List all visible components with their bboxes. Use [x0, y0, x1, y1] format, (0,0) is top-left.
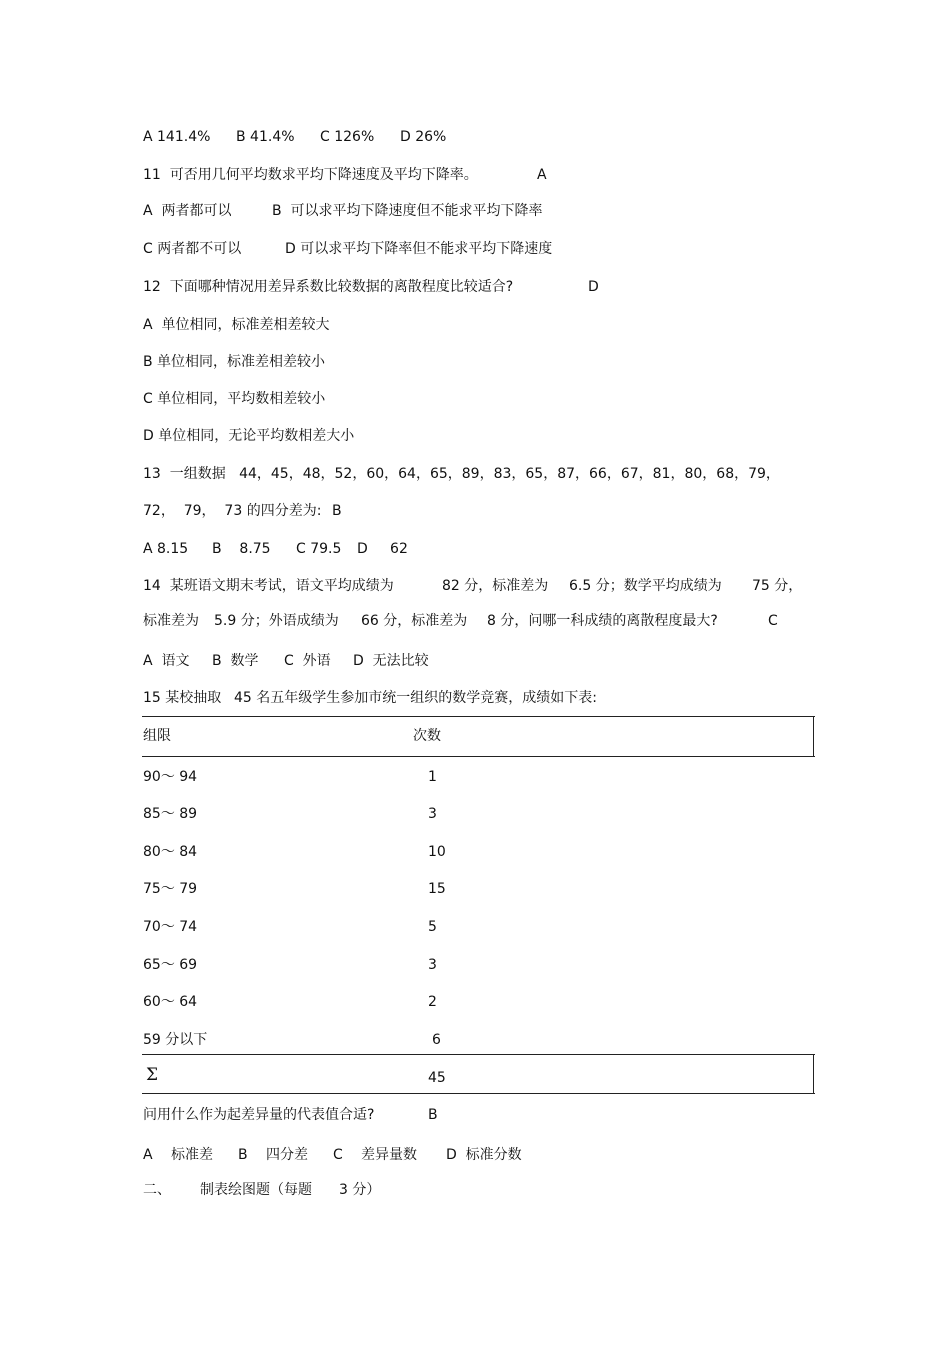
table-right-border-header — [813, 716, 814, 756]
q15-option-a-text: 标准差 — [171, 1147, 213, 1163]
q13-option-a: A 8.15 — [143, 541, 189, 557]
q13-question-line1: 13 一组数据 44，45，48，52，60，64，65，89，83，65，87，66，67，81，80，68，79， — [143, 466, 780, 482]
table-cell-count: 5 — [428, 919, 437, 935]
q14-question-part1: 14 某班语文期末考试，语文平均成绩为 — [143, 578, 394, 594]
table-bottom-border — [142, 1093, 815, 1094]
q15-option-a-letter: A — [143, 1147, 153, 1163]
q15-option-d: D 标准分数 — [446, 1147, 522, 1163]
table-header-range: 组限 — [143, 728, 171, 744]
q15-question: 问用什么作为起差异量的代表值合适? — [143, 1107, 375, 1123]
q13-option-d: D 62 — [357, 541, 408, 557]
q15-option-b-text: 四分差 — [266, 1147, 308, 1163]
q14-question-part7: 66 分，标准差为 — [361, 613, 468, 629]
table-cell-range: 90～ 94 — [143, 769, 198, 785]
q11-question: 11 可否用几何平均数求平均下降速度及平均下降率。 — [143, 167, 478, 183]
q15-answer: B — [428, 1107, 438, 1123]
q14-option-c: C 外语 — [284, 653, 331, 669]
table-sum-divider — [142, 1054, 815, 1055]
q15-option-b-letter: B — [238, 1147, 248, 1163]
q12-option-d: D 单位相同，无论平均数相差大小 — [143, 428, 355, 444]
q15-intro-part1: 15 某校抽取 — [143, 690, 222, 706]
q12-option-a: A 单位相同，标准差相差较大 — [143, 317, 330, 333]
q10-option-a: A 141.4% — [143, 129, 211, 145]
section-title-part2: 3 分） — [339, 1182, 381, 1198]
q11-option-d: D 可以求平均下降率但不能求平均下降速度 — [285, 241, 553, 257]
table-cell-range: 70～ 74 — [143, 919, 198, 935]
q13-option-c: C 79.5 — [296, 541, 342, 557]
table-header-count: 次数 — [413, 728, 441, 744]
table-cell-count: 15 — [428, 881, 446, 897]
section-number: 二、 — [143, 1182, 171, 1198]
table-cell-range: 75～ 79 — [143, 881, 198, 897]
q10-option-c: C 126% — [320, 129, 375, 145]
q11-answer: A — [537, 167, 547, 183]
table-top-border — [142, 716, 815, 717]
q15-option-c-text: 差异量数 — [361, 1147, 417, 1163]
q12-answer: D — [588, 279, 599, 295]
table-cell-count: 2 — [428, 994, 437, 1010]
q14-question-part3: 6.5 分；数学平均成绩为 — [569, 578, 722, 594]
q13-answer: B — [332, 503, 342, 519]
q14-question-part2: 82 分，标准差为 — [442, 578, 549, 594]
q12-option-b: B 单位相同，标准差相差较小 — [143, 354, 326, 370]
q14-option-d: D 无法比较 — [353, 653, 429, 669]
q14-option-b: B 数学 — [212, 653, 259, 669]
q14-question-part8: 8 分，问哪一科成绩的离散程度最大? — [487, 613, 718, 629]
section-title-part1: 制表绘图题（每题 — [200, 1182, 312, 1198]
q14-question-part5: 标准差为 — [143, 613, 199, 629]
table-header-divider — [142, 756, 815, 757]
table-cell-range: 80～ 84 — [143, 844, 198, 860]
table-cell-range: 65～ 69 — [143, 957, 198, 973]
q11-option-b: B 可以求平均下降速度但不能求平均下降率 — [272, 203, 543, 219]
q14-question-part6: 5.9 分；外语成绩为 — [214, 613, 339, 629]
table-cell-count: 3 — [428, 806, 437, 822]
q12-option-c: C 单位相同，平均数相差较小 — [143, 391, 326, 407]
q10-option-b: B 41.4% — [236, 129, 295, 145]
q11-option-a: A 两者都可以 — [143, 203, 232, 219]
q13-option-b: B 8.75 — [212, 541, 271, 557]
q14-question-part4: 75 分， — [752, 578, 803, 594]
q15-option-c-letter: C — [333, 1147, 343, 1163]
table-cell-count: 3 — [428, 957, 437, 973]
q14-answer: C — [768, 613, 778, 629]
sum-symbol: Σ — [146, 1065, 159, 1085]
table-cell-count: 6 — [432, 1032, 441, 1048]
table-cell-range: 59 分以下 — [143, 1032, 208, 1048]
q10-option-d: D 26% — [400, 129, 447, 145]
q15-intro-part2: 45 名五年级学生参加市统一组织的数学竞赛，成绩如下表: — [234, 690, 597, 706]
table-cell-count: 10 — [428, 844, 446, 860]
table-sum-value: 45 — [428, 1070, 446, 1086]
table-cell-count: 1 — [428, 769, 437, 785]
q14-option-a: A 语文 — [143, 653, 190, 669]
table-cell-range: 60～ 64 — [143, 994, 198, 1010]
q12-question: 12 下面哪种情况用差异系数比较数据的离散程度比较适合? — [143, 279, 514, 295]
table-cell-range: 85～ 89 — [143, 806, 198, 822]
q13-question-line2: 72， 79， 73 的四分差为: — [143, 503, 322, 519]
q11-option-c: C 两者都不可以 — [143, 241, 242, 257]
table-right-border-sum — [813, 1054, 814, 1093]
